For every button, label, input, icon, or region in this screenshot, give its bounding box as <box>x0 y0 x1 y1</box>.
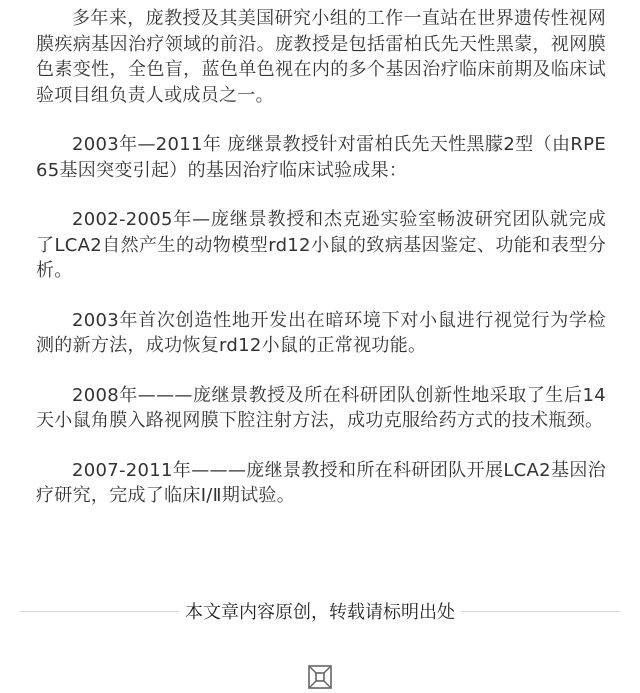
copyright-footer <box>20 598 620 624</box>
divider-right <box>461 611 620 612</box>
paragraph-2002-2005: 2002-2005年—庞继景教授和杰克逊实验室畅波研究团队就完成了LCA2自然产生的动物模型rd12小鼠的致病基因鉴定、功能和表型分析。 <box>36 209 606 281</box>
end-square-icon <box>308 665 332 689</box>
divider-left <box>20 611 179 612</box>
paragraph-2007-2011: 2007-2011年———庞继景教授和所在科研团队开展LCA2基因治疗研究，完成了临床Ⅰ/Ⅱ期试验。 <box>36 459 606 506</box>
paragraph-2003-2011: 2003年—2011年 庞继景教授针对雷柏氏先天性黑朦2型（由RPE65基因突变引起）的基因治疗临床试验成果： <box>36 134 606 181</box>
paragraph-intro: 多年来，庞教授及其美国研究小组的工作一直站在世界遗传性视网膜疾病基因治疗领域的前沿。庞教授是包括雷柏氏先天性黑蒙，视网膜色素变性，全色盲，蓝色单色视在内的多个基因治疗临床前期及临床试验项目组负责人或成员之一。 <box>36 8 606 106</box>
paragraph-2008: 2008年———庞继景教授及所在科研团队创新性地采取了生后14天小鼠角膜入路视网膜下腔注射方法，成功克服给药方式的技术瓶颈。 <box>36 384 606 431</box>
article-body <box>36 6 606 509</box>
paragraph-2003: 2003年首次创造性地开发出在暗环境下对小鼠进行视觉行为学检测的新方法，成功恢复rd12小鼠的正常视功能。 <box>36 309 606 356</box>
copyright-note: 本文章内容原创，转载请标明出处 <box>185 602 455 623</box>
